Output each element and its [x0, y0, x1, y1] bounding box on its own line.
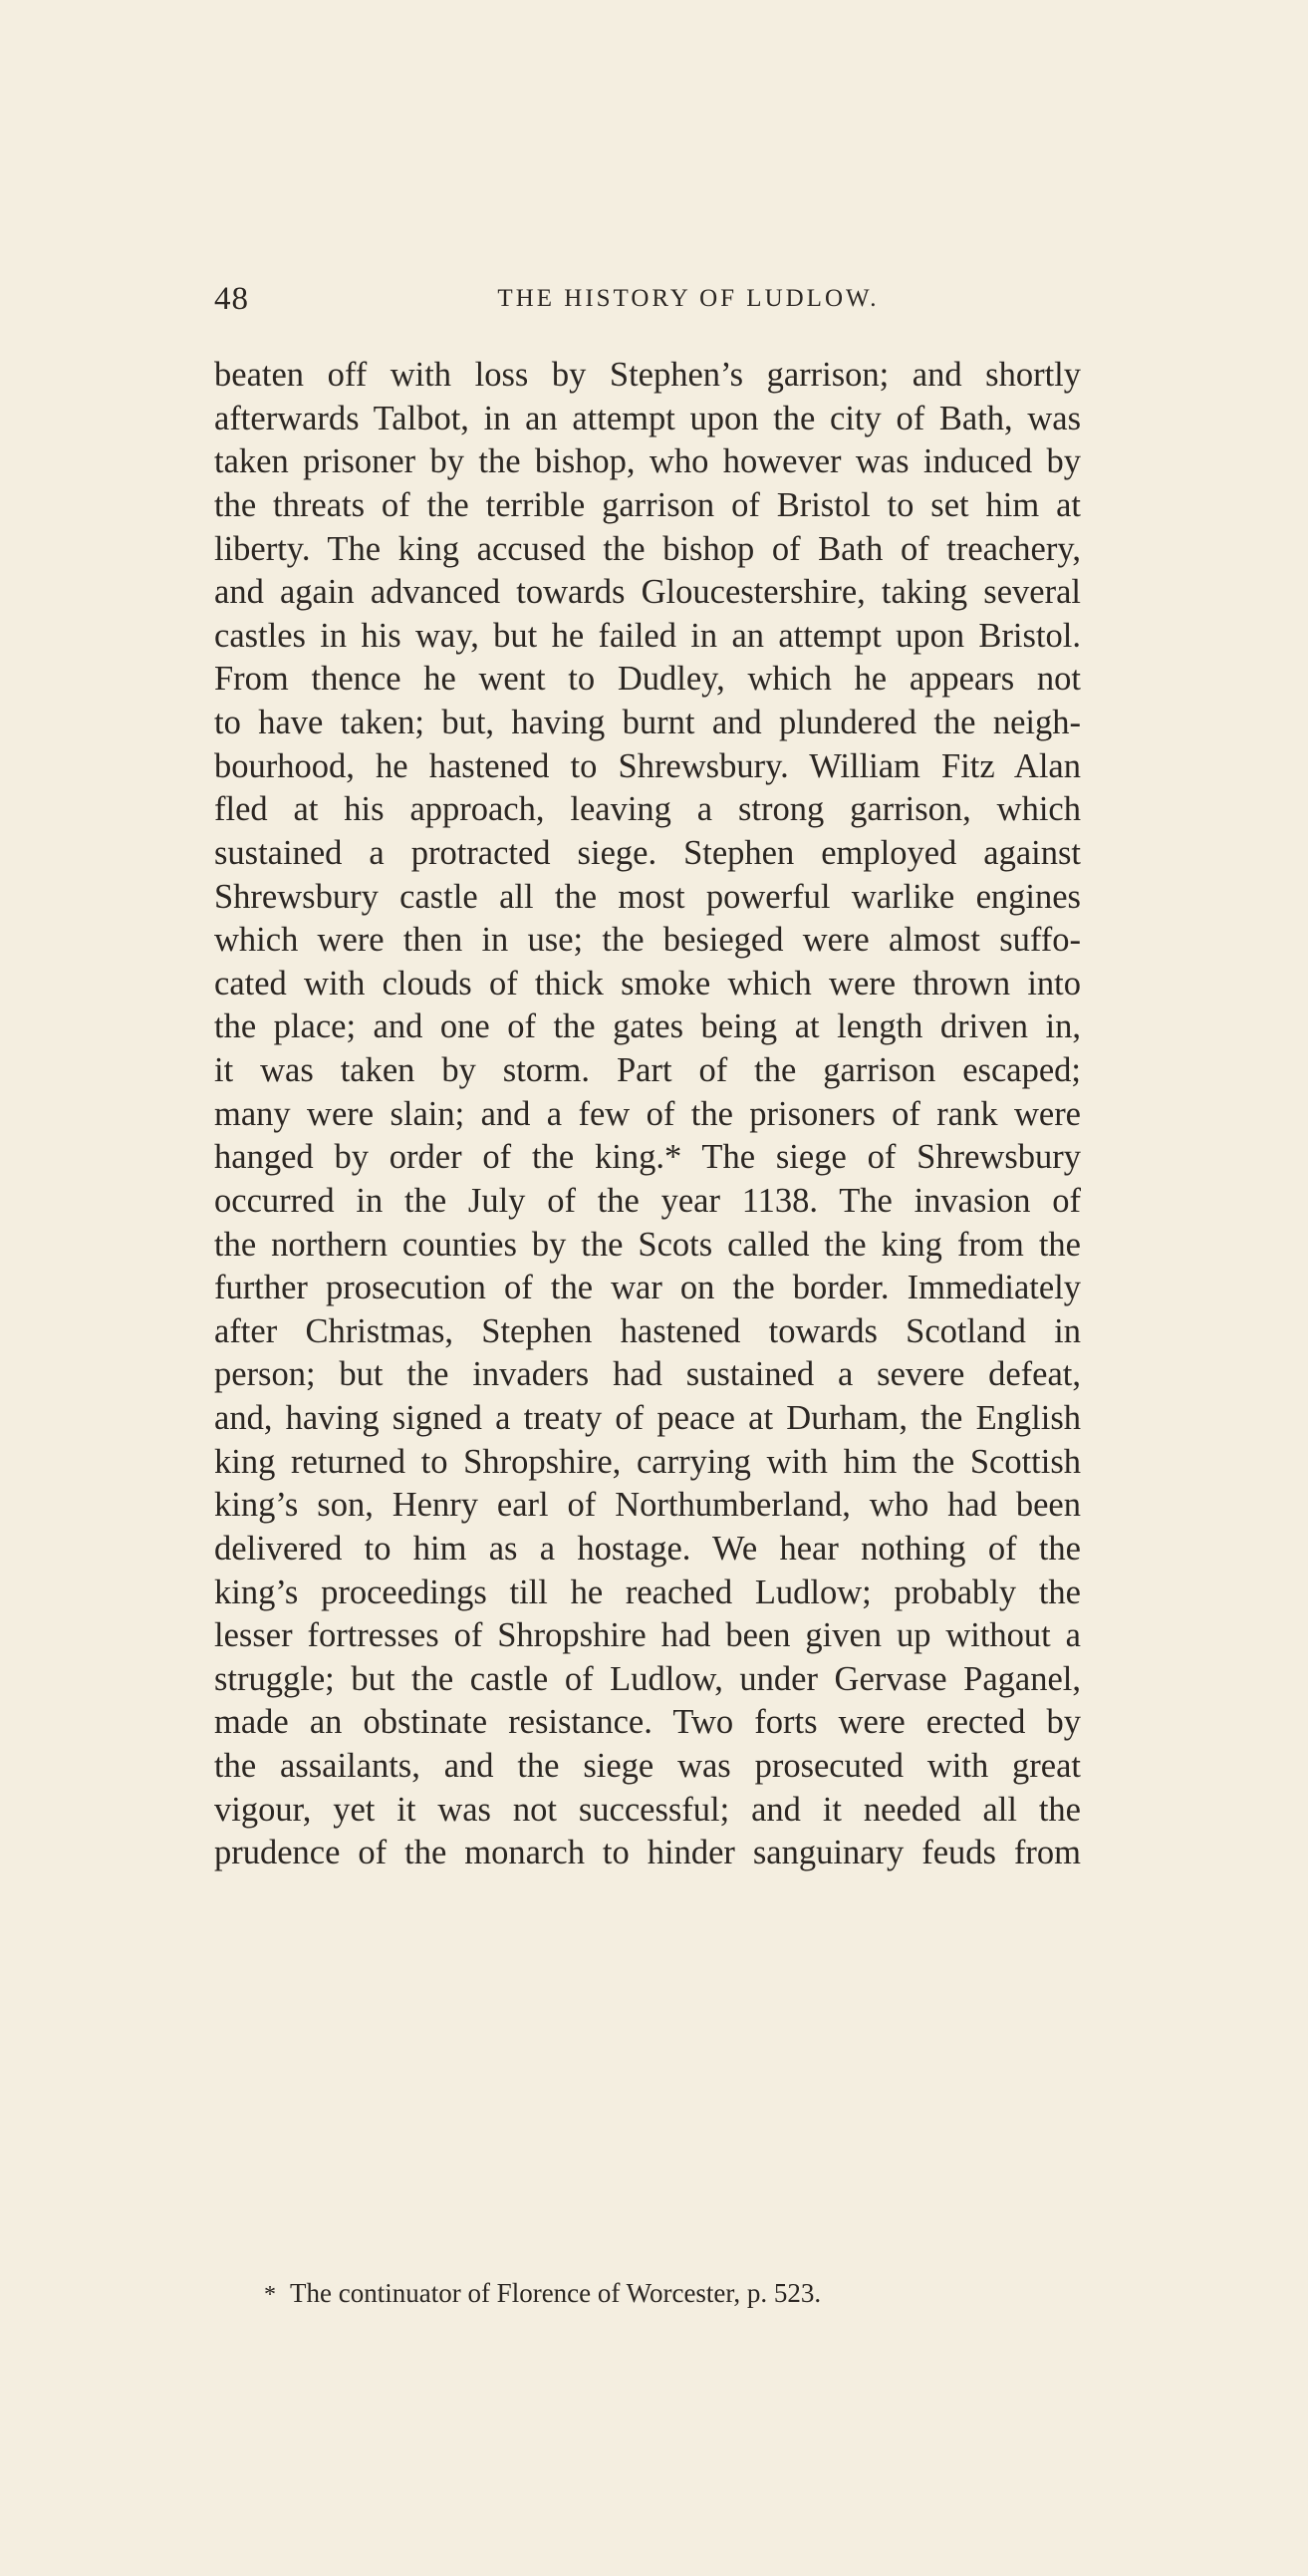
footnote-mark: * [264, 2282, 276, 2308]
text-line: liberty. The king accused the bishop of Bath of treachery, [214, 529, 1081, 568]
text-line: bourhood, he hastened to Shrewsbury. William Fitz Alan [214, 746, 1081, 785]
text-line: struggle; but the castle of Ludlow, under Gervase Paganel, [214, 1659, 1081, 1698]
text-line: the northern counties by the Scots called the king from the [214, 1225, 1081, 1264]
text-line: delivered to him as a hostage. We hear nothing of the [214, 1529, 1081, 1568]
text-line: to have taken; but, having burnt and plundered the neigh- [214, 704, 1081, 741]
text-line: it was taken by storm. Part of the garrison escaped; [214, 1051, 1081, 1089]
running-title: THE HISTORY OF LUDLOW. [497, 285, 880, 312]
text-line: the assailants, and the siege was prosecuted with great [214, 1747, 1081, 1785]
text-line: and again advanced towards Gloucestershire, taking several [214, 573, 1081, 612]
text-line: hanged by order of the king.* The siege of Shrewsbury [214, 1138, 1081, 1177]
text-line: castles in his way, but he failed in an attempt upon Bristol. [214, 616, 1081, 655]
text-line: the place; and one of the gates being at length driven in, [214, 1007, 1081, 1046]
body-text [214, 354, 1081, 1875]
text-line: lesser fortresses of Shropshire had been given up without a [214, 1616, 1081, 1655]
text-line: occurred in the July of the year 1138. The invasion of [214, 1181, 1081, 1220]
text-line: taken prisoner by the bishop, who however was induced by [214, 442, 1081, 481]
text-line: the threats of the terrible garrison of Bristol to set him at [214, 485, 1081, 524]
text-line: afterwards Talbot, in an attempt upon the city of Bath, was [214, 399, 1081, 437]
text-line: prudence of the monarch to hinder sanguinary feuds from [214, 1834, 1081, 1872]
text-line: cated with clouds of thick smoke which were thrown into [214, 964, 1081, 1002]
running-head [214, 279, 1081, 319]
text-line: sustained a protracted siege. Stephen employed against [214, 833, 1081, 872]
page-number: 48 [214, 281, 249, 317]
text-line: king’s son, Henry earl of Northumberland, who had been [214, 1486, 1081, 1525]
text-line: many were slain; and a few of the prisoners of rank were [214, 1094, 1081, 1133]
text-line: vigour, yet it was not successful; and it needed all the [214, 1790, 1081, 1829]
text-line: which were then in use; the besieged were almost suffo- [214, 921, 1081, 960]
text-line: king returned to Shropshire, carrying with him the Scottish [214, 1442, 1081, 1481]
text-line: From thence he went to Dudley, which he appears not [214, 660, 1081, 699]
text-line: beaten off with loss by Stephen’s garrison; and shortly [214, 356, 1081, 394]
text-line: king’s proceedings till he reached Ludlow; probably the [214, 1573, 1081, 1611]
text-line: further prosecution of the war on the border. Immediately [214, 1269, 1081, 1307]
footnote-text: The continuator of Florence of Worcester, p. 523. [290, 2278, 822, 2308]
text-line: fled at his approach, leaving a strong garrison, which [214, 790, 1081, 829]
text-line: after Christmas, Stephen hastened towards Scotland in [214, 1311, 1081, 1350]
text-line: person; but the invaders had sustained a severe defeat, [214, 1355, 1081, 1394]
footnote [264, 2275, 821, 2313]
text-line: made an obstinate resistance. Two forts were erected by [214, 1703, 1081, 1742]
text-line: Shrewsbury castle all the most powerful warlike engines [214, 877, 1081, 916]
text-line: and, having signed a treaty of peace at Durham, the English [214, 1399, 1081, 1437]
